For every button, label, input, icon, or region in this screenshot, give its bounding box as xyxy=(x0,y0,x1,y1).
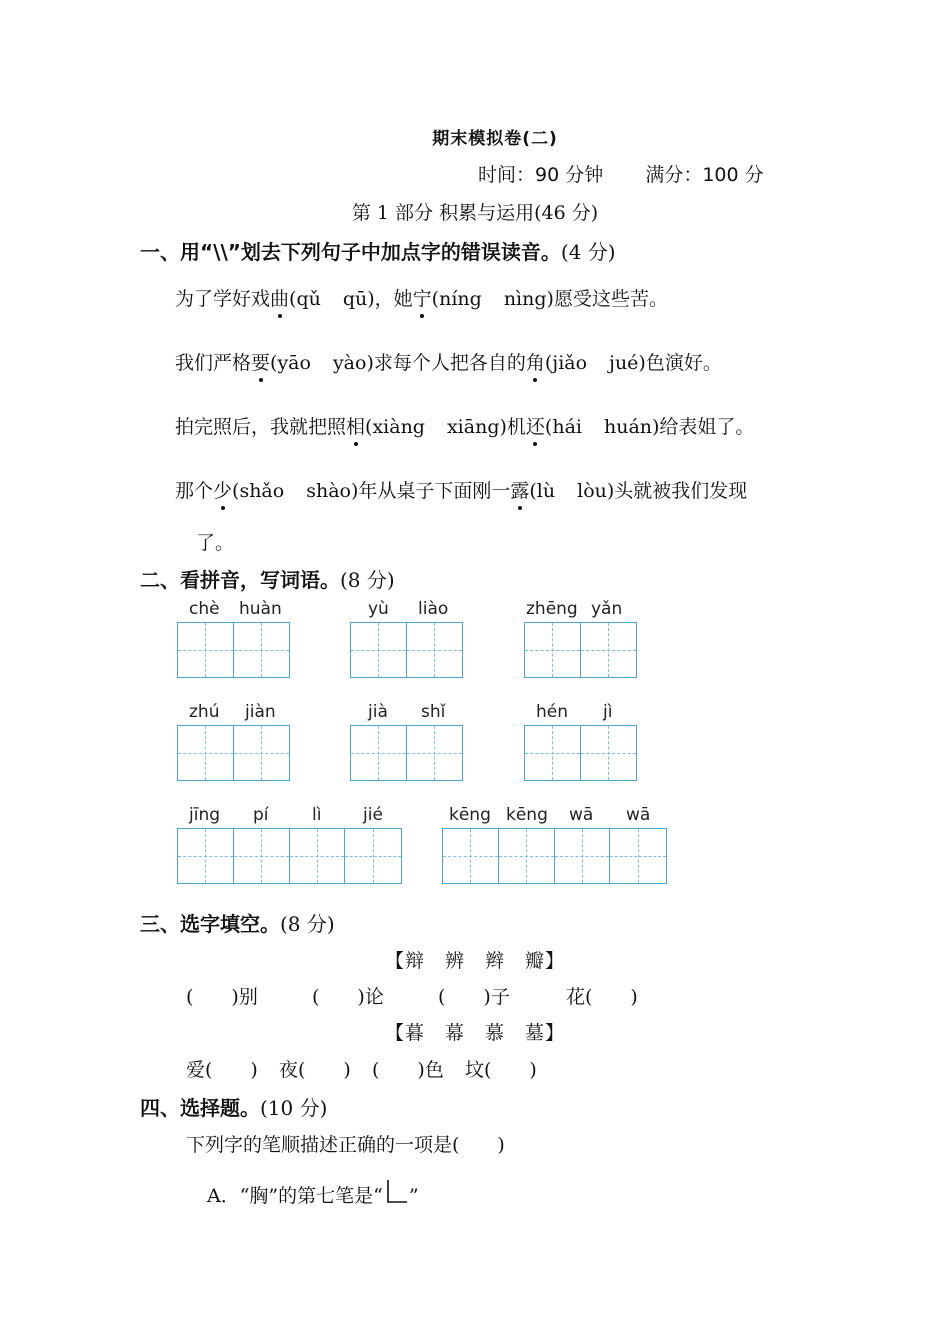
dotted-char: 还 xyxy=(526,412,545,439)
exam-time: 时间：90 分钟 xyxy=(478,164,604,186)
exam-score: 满分：100 分 xyxy=(645,164,764,186)
q3-heading: 三、选字填空。(8 分) xyxy=(140,912,335,936)
part-title: 第 1 部分 积累与运用(46 分) xyxy=(351,202,599,224)
pinyin: yǎn xyxy=(591,599,623,619)
fill-blank[interactable]: 爱( ) xyxy=(186,1059,258,1081)
writing-grid[interactable] xyxy=(524,622,637,678)
writing-grid[interactable] xyxy=(177,725,290,781)
pinyin: jià xyxy=(368,702,388,722)
fill-blank[interactable]: 坟( ) xyxy=(465,1059,537,1081)
q1-sentence-4-cont: 了。 xyxy=(196,532,235,554)
pinyin: wā xyxy=(569,805,594,825)
writing-grid[interactable] xyxy=(350,725,463,781)
fill-blank[interactable]: ( )子 xyxy=(438,986,510,1008)
pinyin: jīng xyxy=(189,805,221,825)
q3-options-1: 【辩 辨 辫 瓣】 xyxy=(384,950,565,972)
vertical-turn-stroke-icon xyxy=(383,1178,409,1208)
pinyin: chè xyxy=(189,599,220,619)
pinyin: wā xyxy=(626,805,651,825)
writing-grid[interactable] xyxy=(350,622,463,678)
pinyin: pí xyxy=(253,805,269,825)
writing-grid[interactable] xyxy=(177,622,290,678)
dotted-char: 角 xyxy=(526,348,545,375)
pinyin: jiàn xyxy=(245,702,276,722)
dotted-char: 少 xyxy=(213,476,232,503)
pinyin: kēng xyxy=(449,805,491,825)
page-title: 期末模拟卷(二) xyxy=(432,129,558,149)
pinyin: jì xyxy=(603,702,613,722)
q4-option-a[interactable]: A．“胸”的第七笔是“ ” xyxy=(207,1178,419,1208)
fill-blank[interactable]: 夜( ) xyxy=(279,1059,351,1081)
pinyin: liào xyxy=(418,599,449,619)
q3-options-2: 【暮 幕 慕 墓】 xyxy=(384,1022,565,1044)
pinyin: huàn xyxy=(239,599,282,619)
writing-grid[interactable] xyxy=(442,828,667,884)
dotted-char: 相 xyxy=(346,412,365,439)
fill-blank[interactable]: ( )色 xyxy=(372,1059,444,1081)
q4-heading: 四、选择题。(10 分) xyxy=(140,1096,328,1120)
pinyin: hén xyxy=(536,702,569,722)
q2-heading: 二、看拼音，写词语。(8 分) xyxy=(140,568,395,592)
pinyin: kēng xyxy=(506,805,548,825)
q1-heading: 一、用“\\”划去下列句子中加点字的错误读音。(4 分) xyxy=(140,240,616,264)
q1-sentence-4: 那个少(shǎo shào)年从桌子下面刚一露(lù lòu)头就被我们发现 xyxy=(175,476,747,503)
dotted-char: 曲 xyxy=(270,284,289,311)
writing-grid[interactable] xyxy=(524,725,637,781)
pinyin: yù xyxy=(368,599,389,619)
q1-sentence-2: 我们严格要(yāo yào)求每个人把各自的角(jiǎo jué)色演好。 xyxy=(175,348,722,375)
writing-grid[interactable] xyxy=(177,828,402,884)
fill-blank[interactable]: 花( ) xyxy=(566,986,638,1008)
q4-question: 下列字的笔顺描述正确的一项是( ) xyxy=(186,1134,505,1156)
exam-meta xyxy=(478,160,764,187)
pinyin: zhú xyxy=(189,702,220,722)
pinyin: zhēng xyxy=(526,599,578,619)
pinyin: jié xyxy=(363,805,383,825)
fill-blank[interactable]: ( )别 xyxy=(186,986,258,1008)
fill-blank[interactable]: ( )论 xyxy=(312,986,384,1008)
pinyin: lì xyxy=(312,805,322,825)
q1-sentence-1: 为了学好戏曲(qǔ qū)，她宁(níng nìng)愿受这些苦。 xyxy=(175,284,668,311)
pinyin: shǐ xyxy=(421,702,446,722)
dotted-char: 宁 xyxy=(413,284,432,311)
q1-sentence-3: 拍完照后，我就把照相(xiàng xiāng)机还(hái huán)给表姐了。 xyxy=(175,412,754,439)
dotted-char: 露 xyxy=(510,476,529,503)
dotted-char: 要 xyxy=(251,348,270,375)
